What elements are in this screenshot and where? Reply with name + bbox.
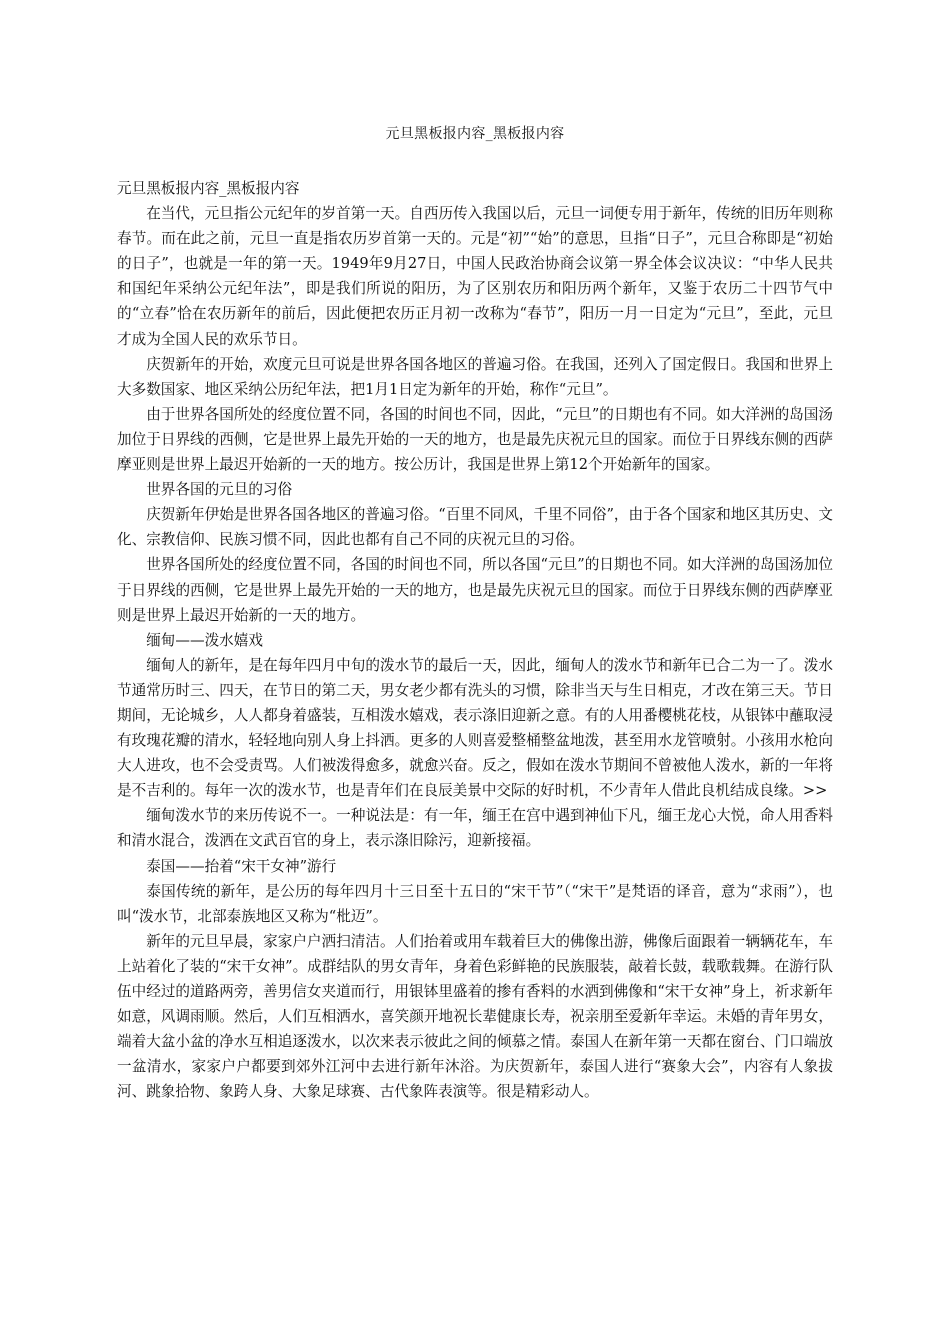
paragraph-timezones: 由于世界各国所处的经度位置不同，各国的时间也不同，因此，“元旦”的日期也有不同。如大洋洲的岛国汤加位于日界线的西侧，它是世界上最先开始的一天的地方，也是最先庆祝元旦的国家。而位于日界线东侧的西萨摩亚则是世界上最迟开始新的一天的地方。按公历计，我国是世界上第12个开始新年的国家。: [117, 405, 833, 474]
paragraph-celebration: 庆贺新年的开始，欢度元旦可说是世界各国各地区的普遍习俗。在我国，还列入了国定假日。我国和世界上大多数国家、地区采纳公历纪年法，把1月1日定为新年的开始，称作“元旦”。: [117, 355, 833, 398]
paragraph-myanmar-festival: 缅甸人的新年，是在每年四月中旬的泼水节的最后一天，因此，缅甸人的泼水节和新年已合二为一了。泼水节通常历时三、四天，在节日的第二天，男女老少都有洗头的习惯，除非当天与生日相克，才改在第三天。节日期间，无论城乡，人人都身着盛装，互相泼水嬉戏，表示涤旧迎新之意。有的人用番樱桃花枝，从银钵中蘸取浸有玫瑰花瓣的清水，轻轻地向别人身上抖洒。更多的人则喜爱整桶整盆地泼，甚至用水龙管喷射。小孩用水枪向大人进攻，也不会受责骂。人们被泼得愈多，就愈兴奋。反之，假如在泼水节期间不曾被他人泼水，新的一年将是不吉利的。每年一次的泼水节，也是青年们在良辰美景中交际的好时机，不少青年人借此良机结成良缘。>>: [117, 656, 833, 800]
section-heading-myanmar: 缅甸——泼水嬉戏: [146, 631, 263, 649]
body-heading-repeat: 元旦黑板报内容_黑板报内容: [117, 180, 300, 197]
paragraph-thailand-songkran: 泰国传统的新年，是公历的每年四月十三日至十五日的“宋干节”（“宋干”是梵语的译音，意为“求雨”），也叫“泼水节，北部泰族地区又称为“枇迈”。: [117, 882, 833, 925]
document-body: [117, 176, 833, 1104]
paragraph-customs-intro: 庆贺新年伊始是世界各国各地区的普遍习俗。“百里不同风，千里不同俗”，由于各个国家和地区其历史、文化、宗教信仰、民族习惯不同，因此也都有自己不同的庆祝元旦的习俗。: [117, 506, 833, 549]
paragraph-myanmar-legend: 缅甸泼水节的来历传说不一。一种说法是：有一年，缅王在宫中遇到神仙下凡，缅王龙心大悦，命人用香料和清水混合，泼洒在文武百官的身上，表示涤旧除污，迎新接福。: [117, 807, 833, 850]
paragraph-intro: 在当代，元旦指公元纪年的岁首第一天。自西历传入我国以后，元旦一词便专用于新年，传统的旧历年则称春节。而在此之前，元旦一直是指农历岁首第一天的。元是“初”“始”的意思，旦指“日子”，元旦合称即是“初始的日子”，也就是一年的第一天。1949年9月27日，中国人民政治协商会议第一界全体会议决议：“中华人民共和国纪年采纳公元纪年法”，即是我们所说的阳历，为了区别农历和阳历两个新年，又鉴于农历二十四节气中的“立春”恰在农历新年的前后，因此便把农历正月初一改称为“春节”，阳历一月一日定为“元旦”，至此，元旦才成为全国人民的欢乐节日。: [117, 205, 833, 348]
paragraph-customs-timezones: 世界各国所处的经度位置不同，各国的时间也不同，所以各国“元旦”的日期也不同。如大洋洲的岛国汤加位于日界线的西侧，它是世界上最先开始的一天的地方，也是最先庆祝元旦的国家。而位于日界线东侧的西萨摩亚则是世界上最迟开始新的一天的地方。: [117, 556, 833, 624]
section-heading-thailand: 泰国——抬着“宋干女神”游行: [146, 857, 337, 875]
paragraph-thailand-newyear: 新年的元旦早晨，家家户户洒扫清洁。人们抬着或用车载着巨大的佛像出游，佛像后面跟着一辆辆花车，车上站着化了装的“宋干女神”。成群结队的男女青年，身着色彩鲜艳的民族服装，敲着长鼓，载歌载舞。在游行队伍中经过的道路两旁，善男信女夹道而行，用银钵里盛着的掺有香料的水洒到佛像和“宋干女神”身上，祈求新年如意，风调雨顺。然后，人们互相洒水，喜笑颜开地祝长辈健康长寿，祝亲朋至爱新年幸运。未婚的青年男女，端着大盆小盆的净水互相追逐泼水，以次来表示彼此之间的倾慕之情。泰国人在新年第一天都在窗台、门口端放一盆清水，家家户户都要到郊外江河中去进行新年沐浴。为庆贺新年，泰国人进行“赛象大会”，内容有人象拔河、跳象拾物、象跨人身、大象足球赛、古代象阵表演等。很是精彩动人。: [117, 932, 833, 1101]
document-title: 元旦黑板报内容_黑板报内容: [385, 126, 565, 142]
section-heading-world-customs: 世界各国的元旦的习俗: [146, 481, 293, 499]
